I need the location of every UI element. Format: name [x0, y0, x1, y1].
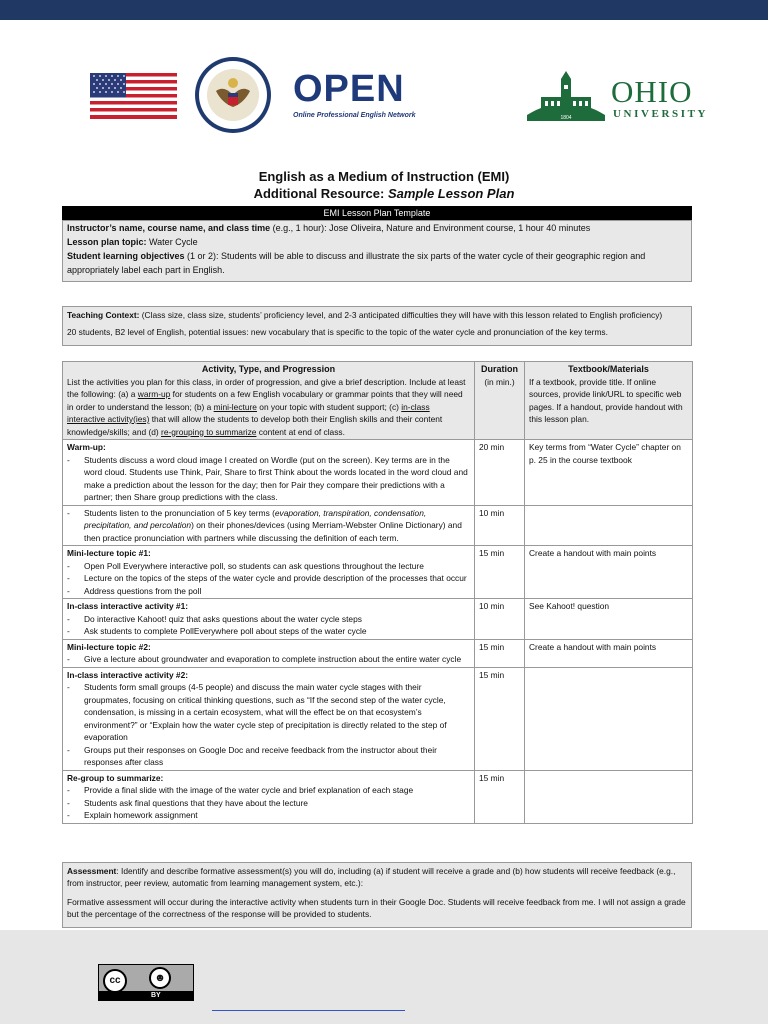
activity-cell — [63, 770, 475, 823]
assessment-label: Assessment — [67, 866, 117, 876]
duration-cell: 10 min — [475, 599, 525, 640]
table-row — [63, 505, 693, 546]
table-header-row — [63, 362, 693, 440]
activity-title: In-class interactive activity #2: — [67, 669, 189, 680]
activity-title: Mini-lecture topic #1: — [67, 548, 151, 558]
col-materials-desc: If a textbook, provide title. If online sources, provide link/URL to specific web pages. If a handout, provide handout with this lesson plan. — [529, 376, 683, 424]
duration-cell: 20 min — [475, 440, 525, 506]
footer-link-underline[interactable] — [212, 1010, 405, 1011]
topic-line — [67, 235, 691, 249]
duration-cell: 15 min — [475, 667, 525, 770]
assessment-hint: : Identify and describe formative assessment(s) you will do, including (a) if student will receive a grade and (b) how students will receive feedback (e.g., from instructor, peer review, automatic from learning management system, etc.): — [67, 866, 676, 888]
activity-cell — [63, 546, 475, 599]
activity-cell — [63, 599, 475, 640]
duration-cell: 15 min — [475, 546, 525, 599]
activity-title: In-class interactive activity #1: — [67, 601, 189, 611]
duration-cell: 15 min — [475, 639, 525, 667]
instructor-value: Jose Oliveira, Nature and Environment course, 1 hour 40 minutes — [329, 223, 591, 233]
activity-title: Re-group to summarize: — [67, 772, 164, 783]
col-duration-title: Duration — [481, 364, 518, 374]
ohio-university-building-icon — [527, 71, 605, 121]
us-flag-icon — [90, 73, 177, 119]
open-logo-tagline: Online Professional English Network — [293, 112, 416, 119]
activity-item: - Ask students to complete PollEverywhere poll about steps of the water cycle — [67, 625, 470, 638]
table-row — [63, 599, 693, 640]
activity-cell — [63, 667, 475, 770]
context-hint: (Class size, class size, students’ proficiency level, and 2-3 anticipated difficulties they will have with this lesson related to English proficiency) — [139, 310, 663, 320]
ohio-logo-wordmark: OHIO — [611, 74, 693, 109]
col-duration-sub: (in min.) — [484, 376, 515, 387]
activity-item: - Students form small groups (4-5 people) and discuss the main water cycle stages with their groupmates, focusing on critical thinking questions, such as “If the second step of the water cycle, condensation, is missing in a certain ecosystem, what will the effect be on that ecosystem’s environment?” or “Explain how the water cycle step of precipitation is directly related to the step of evaporation — [67, 681, 470, 744]
cc-by-label: BY — [151, 992, 161, 999]
activity-title: Warm-up: — [67, 442, 106, 452]
col-activity-header — [63, 362, 475, 440]
instructor-hint: (e.g., 1 hour): — [270, 223, 330, 233]
activity-cell — [63, 505, 475, 546]
logo-row — [0, 55, 768, 145]
title-line-2 — [0, 185, 768, 202]
department-of-state-seal-icon — [194, 55, 272, 135]
activity-cell — [63, 639, 475, 667]
activity-item: - Give a lecture about groundwater and evaporation to complete instruction about the entire water cycle — [67, 653, 470, 666]
col-duration-header — [475, 362, 525, 440]
activity-cell — [63, 440, 475, 506]
template-header: EMI Lesson Plan Template — [62, 206, 692, 220]
context-value: 20 students, B2 level of English, potential issues: new vocabulary that is specific to the topic of the water cycle and pronunciation of the key terms. — [67, 327, 608, 337]
materials-cell — [525, 770, 693, 823]
ohio-year: 1804 — [560, 115, 572, 121]
top-banner — [0, 0, 768, 20]
materials-cell — [525, 505, 693, 546]
col-materials-header — [525, 362, 693, 440]
lesson-plan-table — [62, 361, 693, 824]
objectives-label: Student learning objectives — [67, 251, 185, 261]
assessment-heading — [67, 865, 687, 889]
table-row — [63, 770, 693, 823]
activity-item: - Lecture on the topics of the steps of the water cycle and provide description of the processes that occur — [67, 572, 470, 585]
table-row — [63, 639, 693, 667]
table-row — [63, 440, 693, 506]
activity-item: - Explain homework assignment — [67, 809, 470, 822]
activity-item: - Address questions from the poll — [67, 585, 470, 598]
materials-cell: Create a handout with main points — [525, 546, 693, 599]
creative-commons-license-badge[interactable] — [98, 964, 194, 1001]
title-line-1: English as a Medium of Instruction (EMI) — [258, 169, 510, 184]
context-label: Teaching Context: — [67, 310, 140, 320]
activity-item: - Students ask final questions that they have about the lecture — [67, 797, 470, 810]
open-logo — [293, 69, 428, 125]
open-logo-wordmark: OPEN — [293, 68, 405, 110]
assessment-value: Formative assessment will occur during the interactive activity when students turn in their Google Doc. Students will receive feedback from me. I will not assign a grade but the percentage of the correctness of the response will be provided to students. — [67, 897, 686, 919]
activity-item: - Students discuss a word cloud image I created on Wordle (put on the screen). Key terms are in the word cloud. Students use Think, Pair, Share to first Think about the words located in the word cloud and make a prediction about the lesson for the day; then for Pair they compare their predictions with a partner; then Share group predictions with the class. — [67, 454, 470, 504]
title-line-2-italic: Sample Lesson Plan — [387, 186, 515, 201]
activity-item: - Open Poll Everywhere interactive poll, so students can ask questions throughout the lecture — [67, 560, 470, 573]
col-materials-title: Textbook/Materials — [568, 364, 649, 374]
objectives-hint: (1 or 2): — [184, 251, 222, 261]
materials-cell: Create a handout with main points — [525, 639, 693, 667]
activity-title: Mini-lecture topic #2: — [67, 641, 151, 652]
activity-item: - Students listen to the pronunciation of 5 key terms (evaporation, transpiration, condensation, precipitation, and percolation) on their phones/devices (using Merriam-Webster Online Dictionary) and then practice pronunciation with partners while discussing the definition of each term. — [67, 507, 470, 545]
instructor-line — [67, 221, 691, 235]
title-line-2-prefix: Additional Resource: — [253, 186, 388, 201]
col-activity-desc: List the activities you plan for this class, in order of progression, and give a brief description. Include at least the following: (a) a warm-up for students on a few English vocabulary or grammar points that they will need in order to understand the lesson; (b) a mini-lecture on your topic with student support; (c) in-class interactive activity(ies) that will allow the students to develop both their English skills and their content knowledge/skills; and (d) re-grouping to summarize content at end of class. — [67, 376, 466, 437]
cc-icon: cc — [103, 969, 127, 993]
instructor-label: Instructor’s name, course name, and class time — [67, 223, 271, 233]
activity-item: - Groups put their responses on Google Doc and receive feedback from the instructor about their responses after class — [67, 744, 470, 769]
context-heading — [67, 309, 687, 321]
col-activity-title: Activity, Type, and Progression — [201, 364, 336, 374]
ohio-logo-university: UNIVERSITY — [613, 108, 709, 120]
materials-cell: See Kahoot! question — [525, 599, 693, 640]
attribution-person-icon: ☻ — [149, 967, 171, 989]
materials-cell: Key terms from “Water Cycle” chapter on p. 25 in the course textbook — [525, 440, 693, 506]
activity-item: - Provide a final slide with the image of the water cycle and brief explanation of each stage — [67, 784, 470, 797]
topic-value: Water Cycle — [146, 237, 198, 247]
objectives-line — [67, 249, 691, 277]
duration-cell: 15 min — [475, 770, 525, 823]
table-row — [63, 546, 693, 599]
objectives-value: Students will be able to discuss and illustrate the six parts of the water cycle of their geographic region and appropriately label each part in English. — [67, 251, 646, 275]
topic-label: Lesson plan topic: — [67, 237, 147, 247]
activity-item: - Do interactive Kahoot! quiz that asks questions about the water cycle steps — [67, 613, 470, 626]
teaching-context-box — [62, 306, 692, 346]
assessment-box — [62, 862, 692, 928]
materials-cell — [525, 667, 693, 770]
template-info-box — [62, 220, 692, 282]
duration-cell: 10 min — [475, 505, 525, 546]
document-title — [0, 168, 768, 202]
table-row — [63, 667, 693, 770]
cc-badge-strip — [99, 991, 193, 1000]
